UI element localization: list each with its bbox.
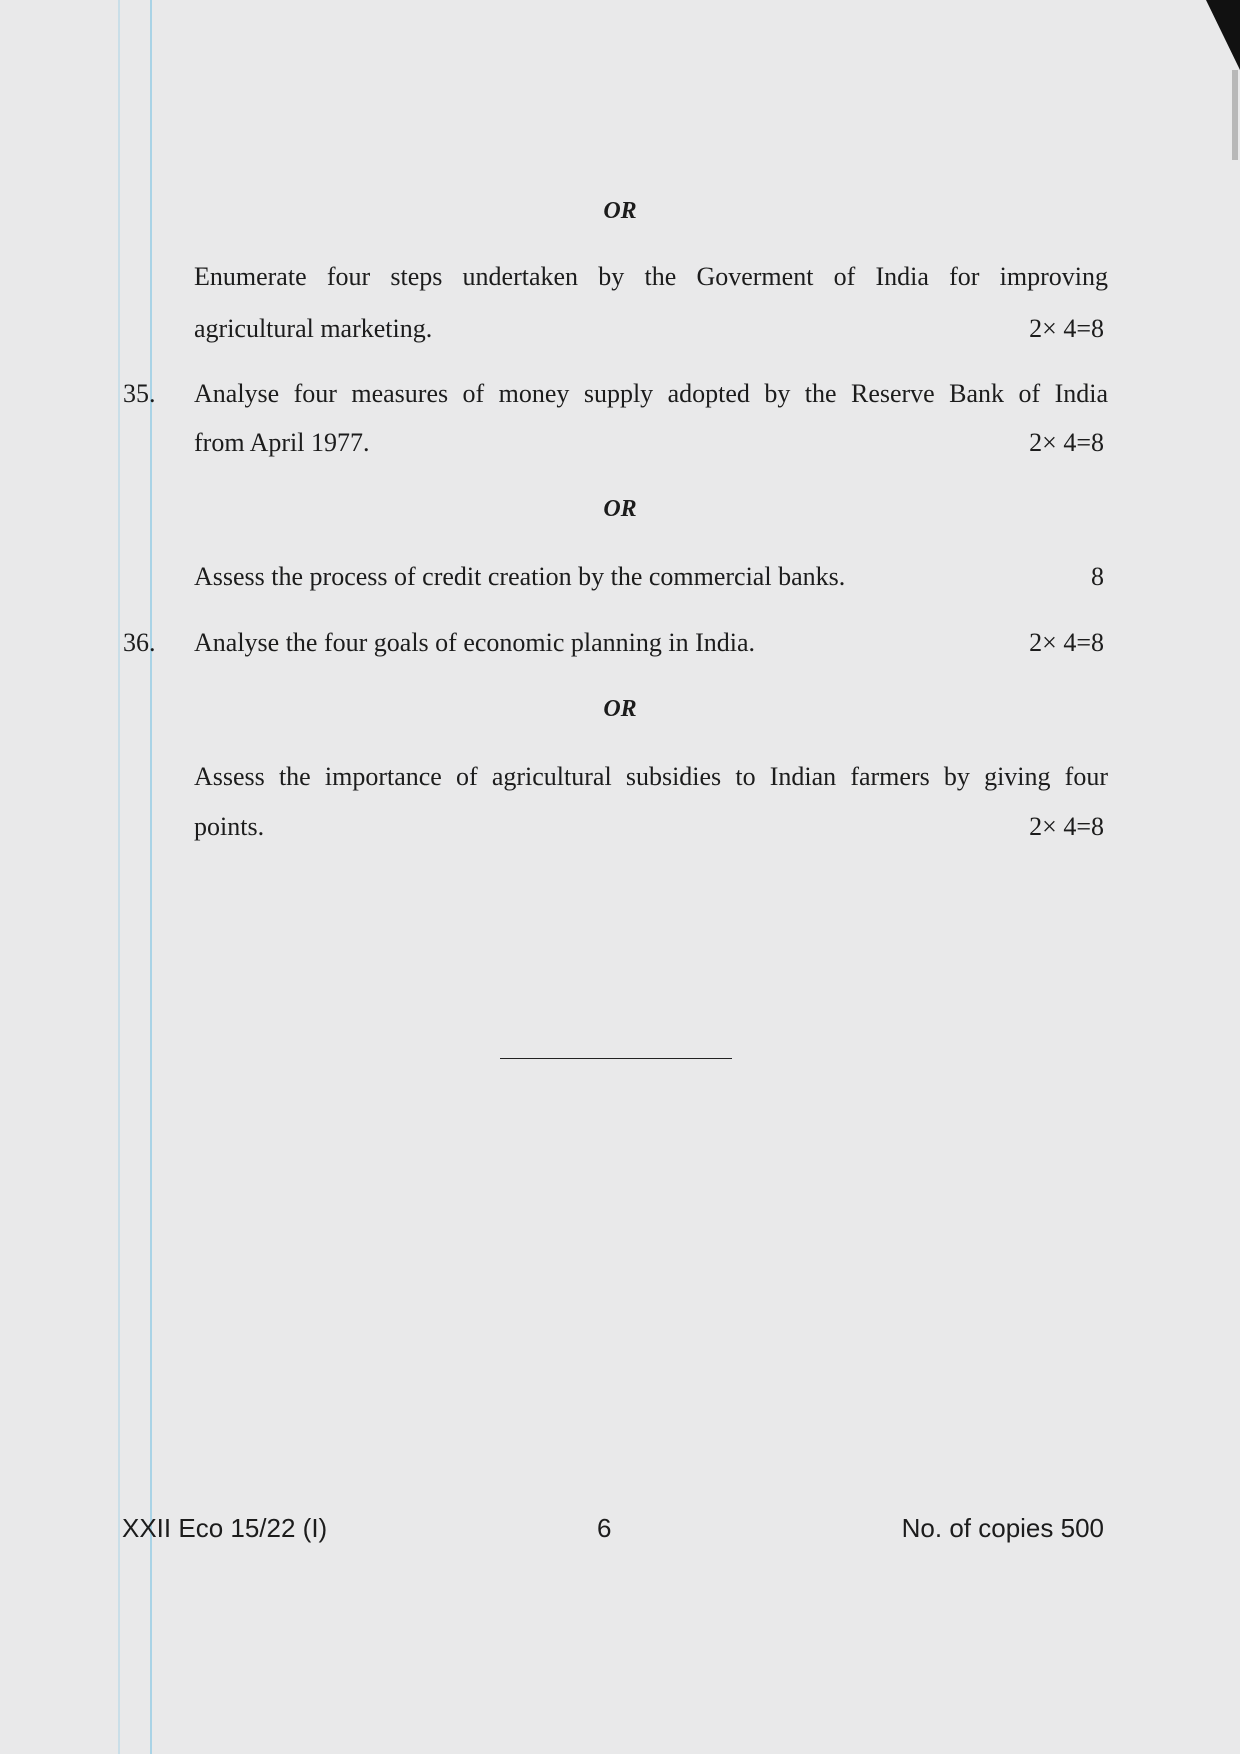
question-number: 35. <box>123 379 156 408</box>
margin-line-blue <box>150 0 152 1754</box>
or-separator: OR <box>603 496 637 522</box>
question-marks: 2× 4=8 <box>1029 812 1104 841</box>
or-separator: OR <box>603 696 637 722</box>
end-rule <box>500 1058 732 1059</box>
question-marks: 2× 4=8 <box>1029 314 1104 343</box>
question-text-cont: from April 1977. <box>194 428 370 457</box>
paper-code: XXII Eco 15/22 (I) <box>122 1513 328 1543</box>
scan-edge-shadow <box>1232 70 1238 160</box>
scan-corner-mark <box>1206 0 1240 70</box>
page-number: 6 <box>597 1513 612 1543</box>
question-text: Analyse the four goals of economic planning in India. <box>194 628 756 657</box>
question-marks: 2× 4=8 <box>1029 428 1104 457</box>
question-number: 36. <box>123 628 156 657</box>
question-text: Assess the importance of agricultural subsidies to Indian farmers by giving four <box>194 762 1108 791</box>
copies-count: No. of copies 500 <box>901 1513 1104 1543</box>
question-marks: 2× 4=8 <box>1029 628 1104 657</box>
question-marks: 8 <box>1091 562 1104 591</box>
question-text-cont: agricultural marketing. <box>194 314 433 343</box>
margin-line-left <box>118 0 120 1754</box>
or-separator: OR <box>603 198 637 224</box>
question-text-cont: points. <box>194 812 265 841</box>
question-text: Analyse four measures of money supply adopted by the Reserve Bank of India <box>194 379 1108 408</box>
question-text: Enumerate four steps undertaken by the Goverment of India for improving <box>194 262 1108 291</box>
question-text: Assess the process of credit creation by the commercial banks. <box>194 562 846 591</box>
